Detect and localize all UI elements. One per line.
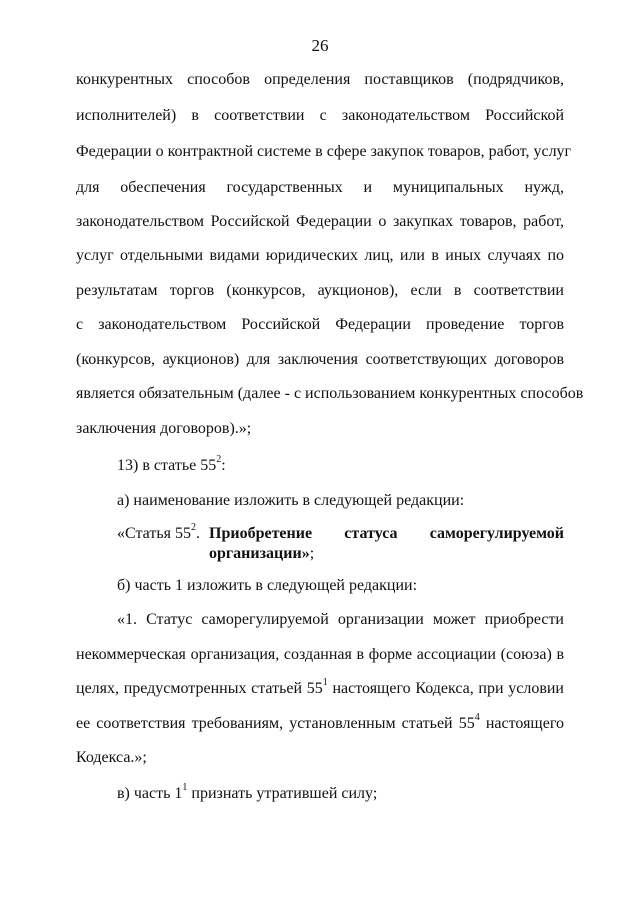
body-text-line: заключения договоров).»; [76,420,252,437]
body-text-line: Федерации о контрактной системе в сфере закупок товаров, работ, услуг [76,143,572,160]
body-text-line: результатам торгов (конкурсов, аукционов), если в соответствии [76,282,564,299]
body-text-line: с законодательством Российской Федерации проведение торгов [76,316,564,333]
item-a: а) наименование изложить в следующей редакции: [117,492,465,509]
body-text-line: услуг отдельными видами юридических лиц, или в иных случаях по [76,247,564,264]
article-heading-title-line1: Приобретение статуса саморегулируемой [209,525,564,542]
item-13-text: 13) в статье 55 [117,457,217,474]
item-13-sup: 2 [216,453,222,465]
body-text-line: законодательством Российской Федерации о закупках товаров, работ, [76,213,564,230]
body-text-line: (конкурсов, аукционов) для заключения соответствующих договоров [76,351,564,368]
article-heading [117,521,564,564]
para-line: Кодекса.»; [76,749,147,766]
para-line: целях, предусмотренных статьей $55^1$ настоящего Кодекса, при условии [76,676,564,697]
article-heading-title-line2: организации» [209,545,310,562]
page-number: 26 [311,36,329,55]
article-heading-title-end: ; [309,545,315,562]
item-13 [117,453,564,476]
body-text-line: исполнителей) в соответствии с законодательством Российской [76,107,564,124]
item-v: в) часть $1^1$ признать утратившей силу; [117,781,378,802]
article-heading-label: «Статья $55^2$. [117,521,200,542]
para-line: некоммерческая организация, созданная в форме ассоциации (союза) в [76,646,564,663]
item-13-suffix: : [221,457,226,474]
article-heading-title [209,524,564,564]
para-line: ее соответствия требованиям, установленным статьей $55^4$ настоящего [76,711,565,732]
item-b: б) часть 1 изложить в следующей редакции: [117,577,418,594]
body-text-line: для обеспечения государственных и муниципальных нужд, [76,179,564,196]
para-line: «1. Статус саморегулируемой организации может приобрести [117,611,564,628]
body-text-line: конкурентных способов определения поставщиков (подрядчиков, [76,71,564,88]
body-text-line: является обязательным (далее - с использованием конкурентных способов [76,385,584,402]
